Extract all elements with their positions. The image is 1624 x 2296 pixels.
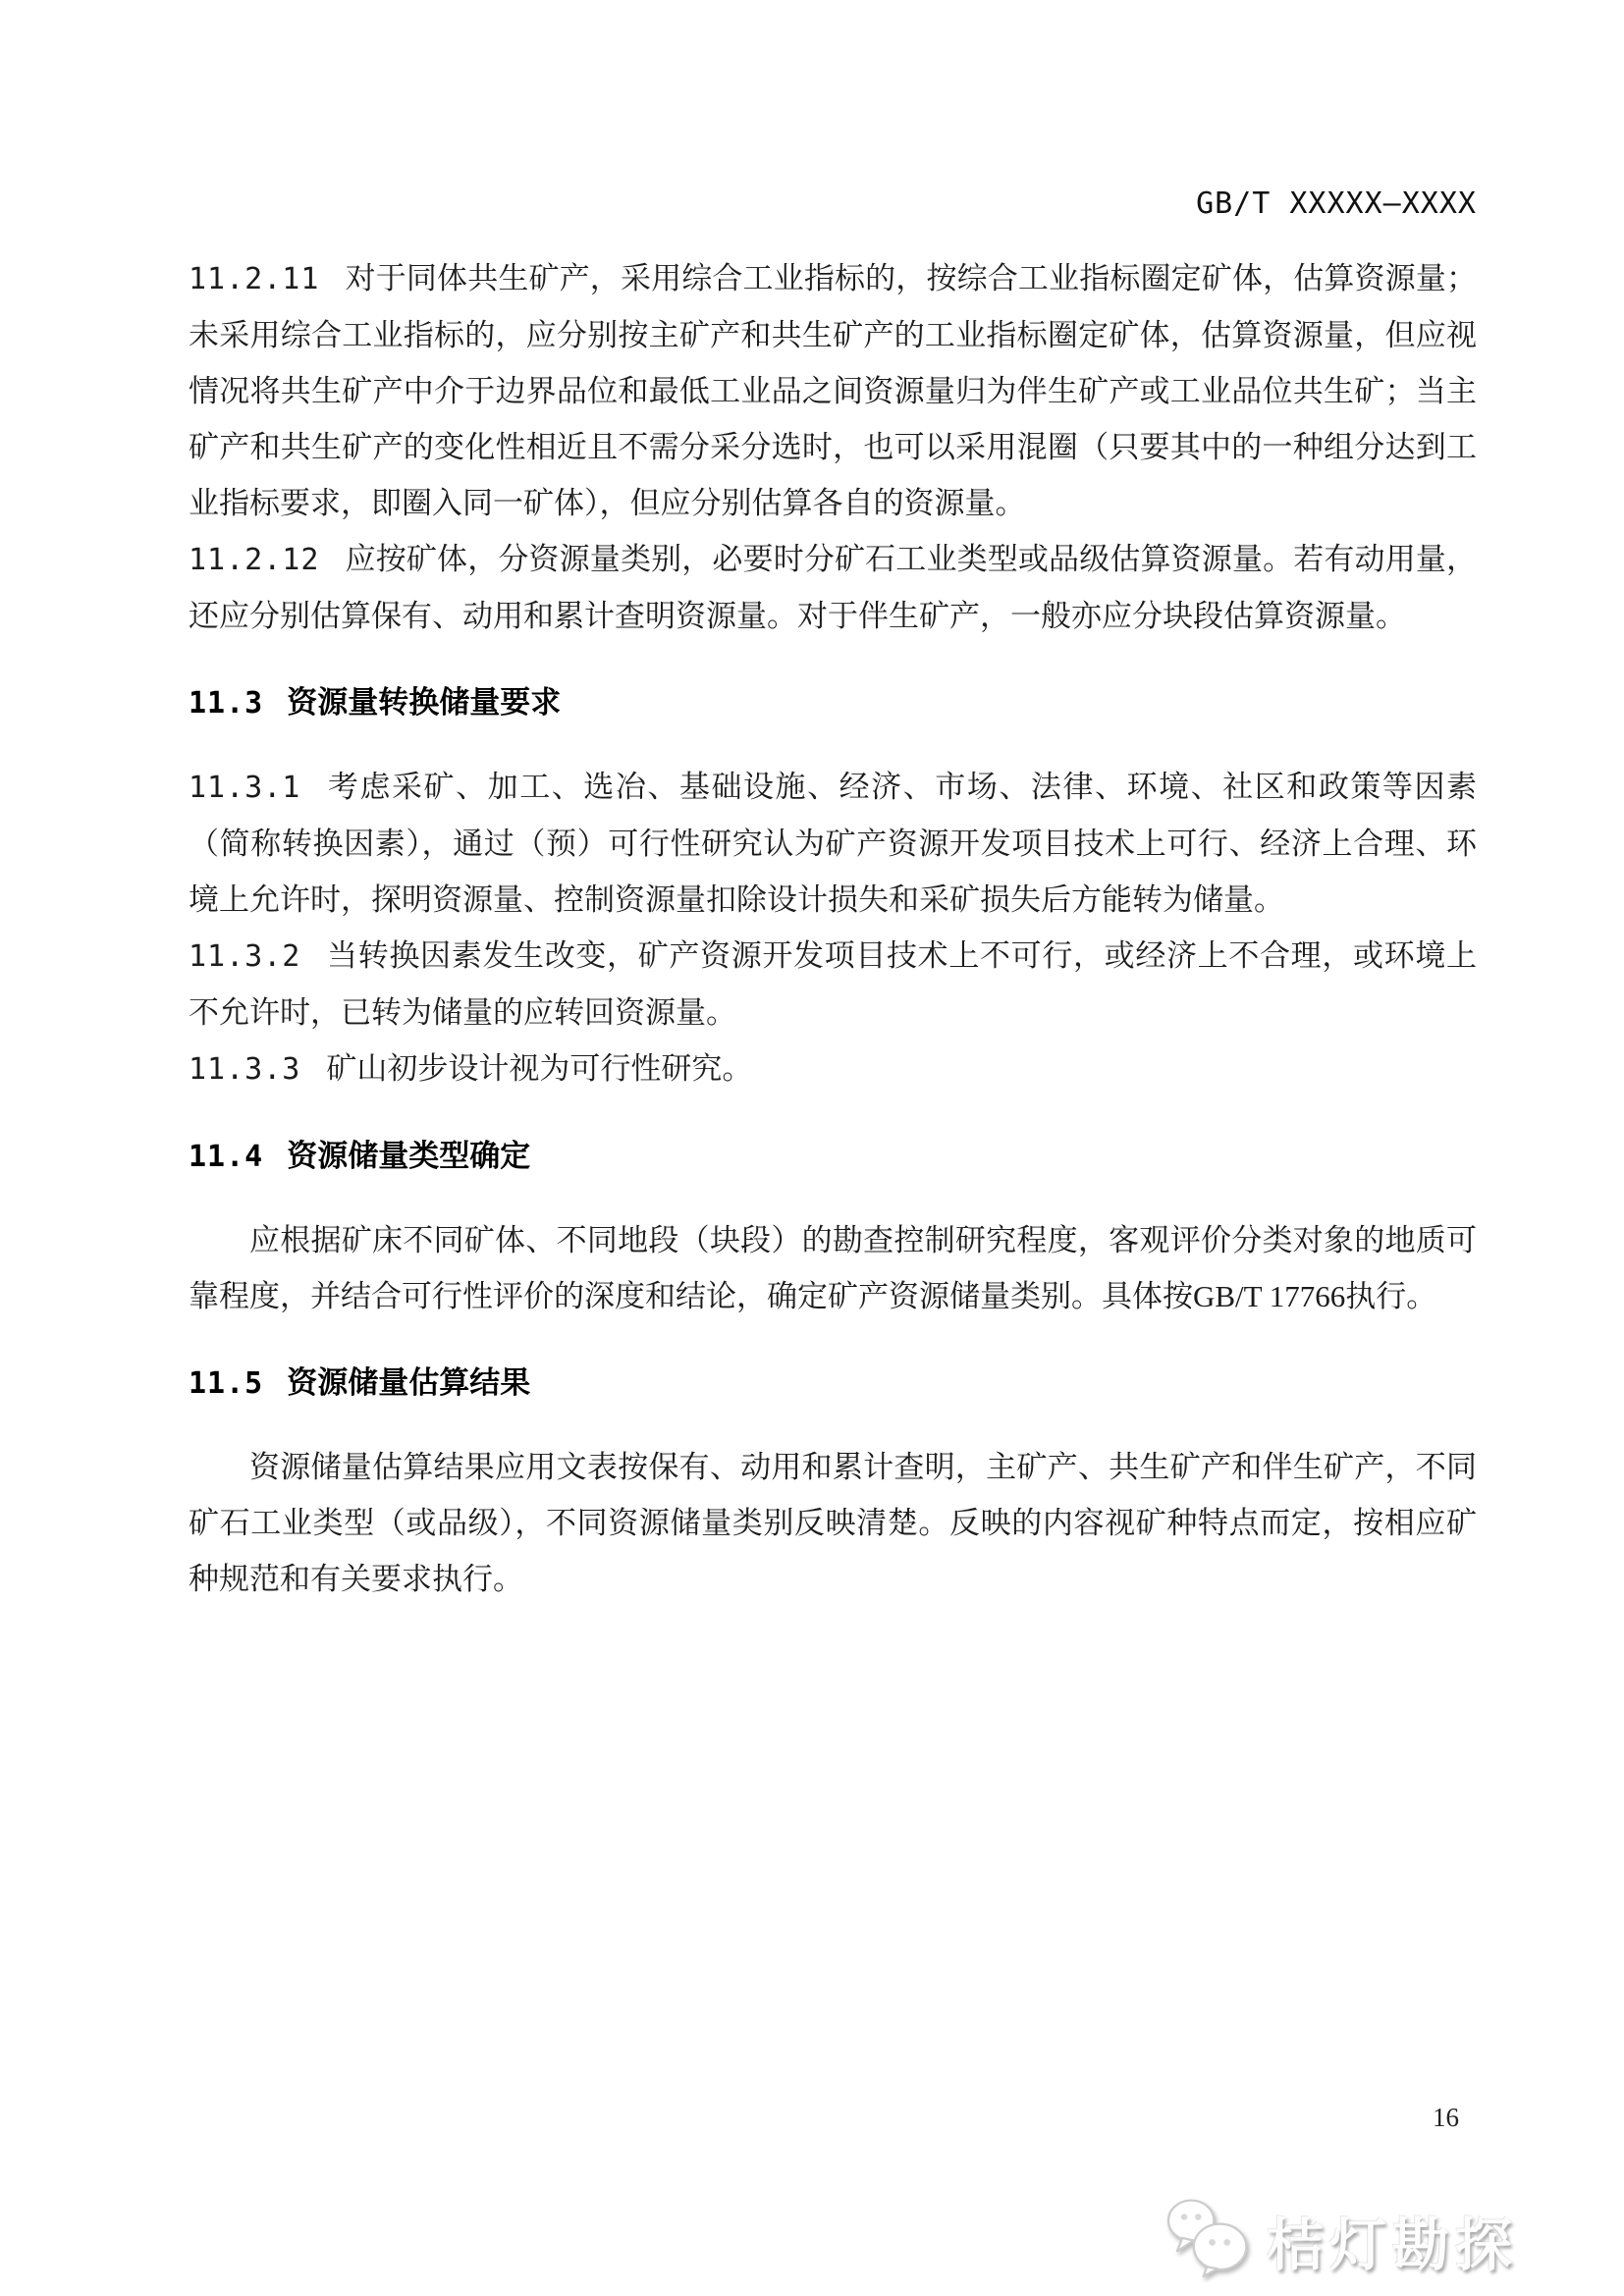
footer-brand-text: 桔灯勘探	[1266, 2211, 1518, 2278]
document-code-header: GB/T XXXXX—XXXX	[1196, 187, 1477, 221]
clause-number: 11.2.12	[189, 543, 320, 577]
paragraph-11-4: 应根据矿床不同矿体、不同地段（块段）的勘查控制研究程度，客观评价分类对象的地质可靠程度，并结合可行性评价的深度和结论，确定矿产资源储量类别。具体按GB/T 17766执行。	[189, 1223, 1477, 1313]
section-heading-11-5	[189, 1363, 1477, 1404]
clause-number: 11.3.3	[189, 1052, 301, 1087]
clause-text: 矿山初步设计视为可行性研究。	[326, 1051, 753, 1086]
clause-text: 应按矿体，分资源量类别，必要时分矿石工业类型或品级估算资源量。若有动用量，还应分别估算保有、动用和累计查明资源量。对于伴生矿产，一般亦应分块段估算资源量。	[189, 542, 1477, 633]
clause-text: 对于同体共生矿产，采用综合工业指标的，按综合工业指标圈定矿体，估算资源量；未采用综合工业指标的，应分别按主矿产和共生矿产的工业指标圈定矿体，估算资源量，但应视情况将共生矿产中介于边界品位和最低工业品之间资源量归为伴生矿产或工业品位共生矿；当主矿产和共生矿产的变化性相近且不需分采分选时，也可以采用混圈（只要其中的一种组分达到工业指标要求，即圈入同一矿体），但应分别估算各自的资源量。	[189, 261, 1477, 520]
footer-brand-watermark	[1164, 2197, 1518, 2282]
clause-11-2-11	[189, 250, 1477, 531]
section-heading-11-3	[189, 683, 1477, 723]
clause-text: 考虑采矿、加工、选冶、基础设施、经济、市场、法律、环境、社区和政策等因素（简称转换因素），通过（预）可行性研究认为矿产资源开发项目技术上可行、经济上合理、环境上允许时，探明资源量、控制资源量扣除设计损失和采矿损失后方能转为储量。	[189, 770, 1477, 917]
clause-11-3-2	[189, 928, 1477, 1041]
clause-text: 当转换因素发生改变，矿产资源开发项目技术上不可行，或经济上不合理，或环境上不允许时，已转为储量的应转回资源量。	[189, 938, 1477, 1030]
clause-11-2-12	[189, 531, 1477, 644]
section-number: 11.3	[189, 686, 264, 721]
section-title: 资源储量估算结果	[287, 1365, 531, 1401]
paragraph-11-5: 资源储量估算结果应用文表按保有、动用和累计查明，主矿产、共生矿产和伴生矿产，不同矿石工业类型（或品级），不同资源储量类别反映清楚。反映的内容视矿种特点而定，按相应矿种规范和有关要求执行。	[189, 1450, 1477, 1596]
clause-number: 11.3.2	[189, 939, 301, 974]
page-content	[189, 187, 1477, 1607]
section-number: 11.4	[189, 1140, 264, 1174]
clause-number: 11.2.11	[189, 262, 320, 296]
clause-11-3-1	[189, 759, 1477, 928]
section-title: 资源量转换储量要求	[287, 685, 562, 721]
clause-number: 11.3.1	[189, 771, 301, 805]
page-number: 16	[1433, 2103, 1459, 2132]
section-heading-11-4	[189, 1137, 1477, 1177]
wechat-bubbles-icon	[1164, 2197, 1253, 2282]
section-number: 11.5	[189, 1366, 264, 1401]
clause-11-3-3	[189, 1041, 1477, 1097]
section-title: 资源储量类型确定	[287, 1139, 531, 1174]
